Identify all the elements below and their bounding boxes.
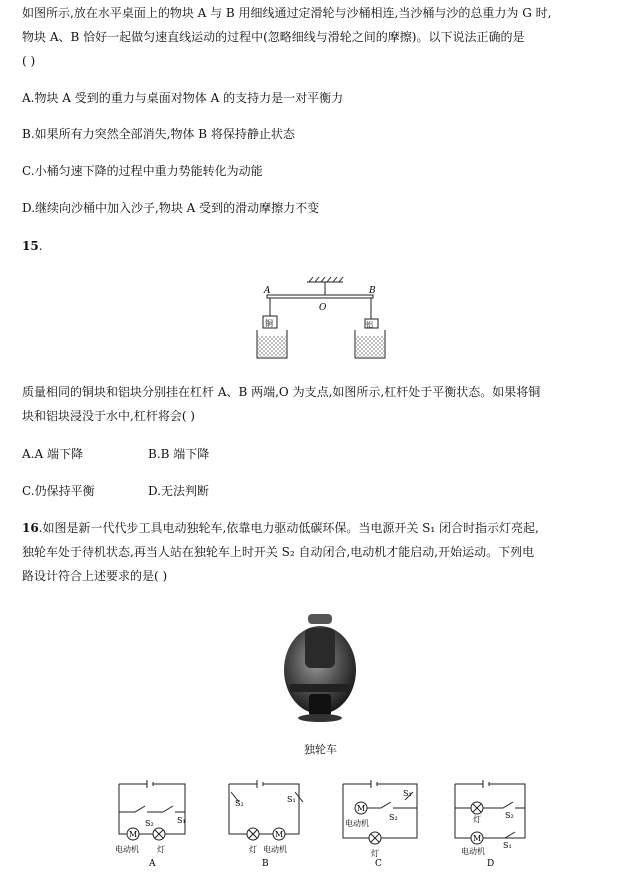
q16-stem-line1 bbox=[22, 520, 539, 536]
circuit-c-s2: S₂ bbox=[389, 813, 398, 822]
circuit-c-s1: S₁ bbox=[403, 789, 412, 798]
lever-figure bbox=[245, 276, 395, 366]
q14-stem-line3: ( ) bbox=[22, 54, 36, 68]
q14-stem-line1: 如图所示,放在水平桌面上的物块 A 与 B 用细线通过定滑轮与沙桶相连,当沙桶与沙的总重力为 G 时, bbox=[22, 6, 552, 20]
circuit-a-s1: S₁ bbox=[177, 816, 186, 825]
circuit-diagrams bbox=[105, 772, 535, 872]
lever-label-a: A bbox=[264, 286, 271, 296]
circuit-a-letter: A bbox=[149, 859, 156, 869]
circuit-a-lamp: 灯 bbox=[157, 845, 165, 854]
circuit-d-letter: D bbox=[487, 859, 495, 869]
q15-number-line bbox=[22, 238, 43, 254]
circuit-b-lamp: 灯 bbox=[249, 845, 257, 854]
q14-option-c: C.小桶匀速下降的过程中重力势能转化为动能 bbox=[22, 164, 263, 178]
circuit-b-letter: B bbox=[262, 859, 269, 869]
copper-block-label: 铜 bbox=[265, 319, 273, 328]
q16-stem-line2: 独轮车处于待机状态,再当人站在独轮车上时开关 S₂ 自动闭合,电动机才能启动,开始运动。下列电 bbox=[22, 545, 535, 559]
q15-option-a: A.A 端下降 bbox=[22, 447, 83, 461]
q16-stem-line3: 路设计符合上述要求的是( ) bbox=[22, 569, 168, 583]
circuit-b-s1: S₁ bbox=[287, 795, 296, 804]
lever-label-b: B bbox=[369, 286, 376, 296]
circuit-b-s2: S₂ bbox=[235, 799, 244, 808]
circuit-b-motor: 电动机 bbox=[263, 845, 287, 854]
unicycle-caption: 独轮车 bbox=[304, 743, 337, 756]
q15-stem-line2: 块和铝块浸没于水中,杠杆将会( ) bbox=[22, 409, 195, 423]
q15-option-b: B.B 端下降 bbox=[148, 447, 210, 461]
q14-option-d: D.继续向沙桶中加入沙子,物块 A 受到的滑动摩擦力不变 bbox=[22, 201, 320, 215]
circuit-a-motor: 电动机 bbox=[115, 845, 139, 854]
q14-stem-line2: 物块 A、B 恰好一起做匀速直线运动的过程中(忽略细线与滑轮之间的摩擦)。以下说法正确的是 bbox=[22, 30, 525, 44]
circuit-d-lamp: 灯 bbox=[473, 815, 481, 824]
q15-number-suffix: . bbox=[38, 239, 43, 253]
circuit-b-m: M bbox=[275, 830, 284, 839]
circuit-c-motor: 电动机 bbox=[345, 819, 369, 828]
q14-option-a: A.物块 A 受到的重力与桌面对物体 A 的支持力是一对平衡力 bbox=[22, 91, 344, 105]
q15-option-d: D.无法判断 bbox=[148, 484, 210, 498]
q16-stem-line1-rest: .如图是新一代代步工具电动独轮车,依靠电力驱动低碳环保。当电源开关 S₁ 闭合时指示灯亮起, bbox=[38, 521, 539, 535]
q15-number: 15 bbox=[22, 239, 39, 253]
right-beaker bbox=[355, 330, 385, 358]
lever-bar bbox=[267, 295, 373, 298]
circuit-d-s1: S₁ bbox=[503, 841, 512, 850]
circuit-c-m: M bbox=[357, 804, 366, 813]
circuit-d-motor: 电动机 bbox=[461, 847, 485, 856]
circuit-c-letter: C bbox=[375, 859, 382, 869]
ceiling-support bbox=[307, 277, 343, 296]
aluminum-block-label: 铝 bbox=[366, 321, 373, 329]
circuit-b bbox=[229, 780, 303, 840]
circuit-d bbox=[455, 780, 525, 844]
q16-number: 16 bbox=[22, 521, 39, 535]
circuit-a-s2: S₂ bbox=[145, 819, 154, 828]
q15-stem-line1: 质量相同的铜块和铝块分别挂在杠杆 A、B 两端,O 为支点,如图所示,杠杆处于平衡状态。如果将铜 bbox=[22, 385, 541, 399]
circuit-d-m: M bbox=[473, 834, 482, 843]
circuit-d-s2: S₂ bbox=[505, 811, 514, 820]
circuit-c-lamp: 灯 bbox=[371, 849, 379, 858]
unicycle-image bbox=[275, 610, 365, 725]
lever-label-o: O bbox=[319, 303, 327, 313]
q14-option-b: B.如果所有力突然全部消失,物体 B 将保持静止状态 bbox=[22, 127, 295, 141]
q15-option-c: C.仍保持平衡 bbox=[22, 484, 95, 498]
left-beaker bbox=[257, 330, 287, 358]
circuit-a-m: M bbox=[129, 830, 138, 839]
